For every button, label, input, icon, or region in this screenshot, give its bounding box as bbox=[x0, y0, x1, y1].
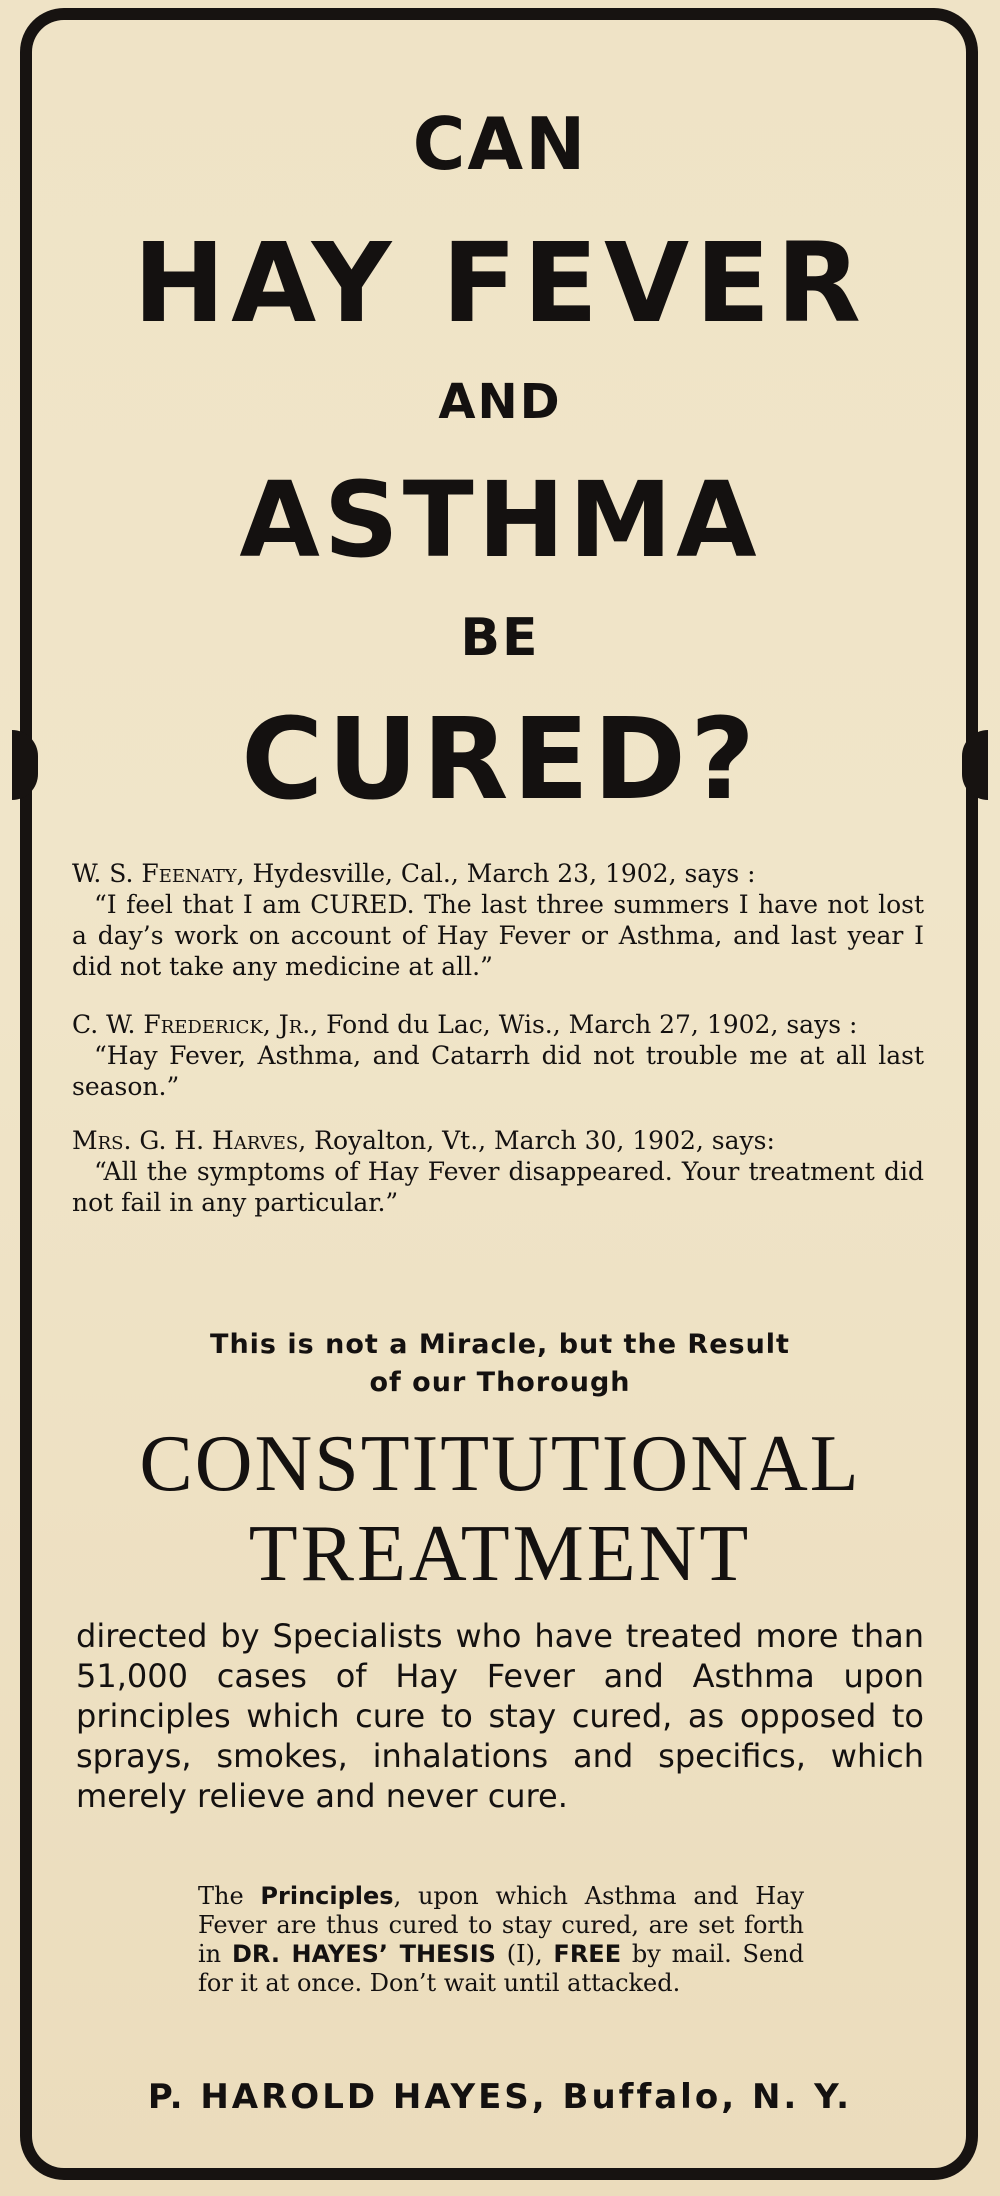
testimonial-quote: “All the symptoms of Hay Fever disappeared. Your treatment did not fail in any particular.” bbox=[72, 1157, 924, 1217]
testimonial-header bbox=[72, 1009, 924, 1040]
testimonial-quote: “I feel that I am CURED. The last three summers I have not lost a day’s work on account of Hay Fever or Asthma, and last year I did not take any medicine at all.” bbox=[72, 890, 924, 981]
treatment-heading: TREATMENT bbox=[248, 1510, 752, 1598]
testimonial-name: Mrs. G. H. Harves bbox=[72, 1126, 299, 1155]
testimonial-place-date: , Hydesville, Cal., March 23, 1902, says : bbox=[236, 859, 756, 888]
headline-cured: CURED? bbox=[241, 695, 759, 825]
constitutional-heading: CONSTITUTIONAL bbox=[139, 1420, 861, 1508]
headline-hay-fever: HAY FEVER bbox=[133, 219, 867, 347]
headline-be: BE bbox=[460, 608, 540, 668]
thesis-the: The bbox=[198, 1882, 261, 1910]
testimonial bbox=[72, 858, 924, 982]
miracle-statement bbox=[0, 1326, 1000, 1402]
testimonial-header bbox=[72, 858, 924, 889]
testimonial-place-date: , Fond du Lac, Wis., March 27, 1902, says : bbox=[310, 1010, 858, 1039]
advertiser-signature: P. HAROLD HAYES, Buffalo, N. Y. bbox=[147, 2077, 853, 2117]
testimonial-header bbox=[72, 1125, 924, 1156]
thesis-mid: , upon which Asthma and Hay Fever are thus cured to stay cured, are set forth in bbox=[198, 1882, 804, 1968]
headline-and: AND bbox=[438, 374, 562, 430]
testimonial bbox=[72, 1009, 924, 1102]
thesis-offer bbox=[198, 1882, 804, 1998]
thesis-principles: Principles bbox=[260, 1882, 394, 1910]
miracle-line-2: of our Thorough bbox=[369, 1367, 631, 1398]
testimonial-quote: “Hay Fever, Asthma, and Catarrh did not trouble me at all last season.” bbox=[72, 1041, 924, 1101]
treatment-description: directed by Specialists who have treated more than 51,000 cases of Hay Fever and Asthma upon principles which cure to stay cured, as opposed to sprays, smokes, inhalations and specifics, which merely relieve and never cure. bbox=[76, 1617, 924, 1815]
thesis-free: FREE bbox=[553, 1940, 622, 1968]
testimonial-place-date: , Royalton, Vt., March 30, 1902, says: bbox=[298, 1126, 775, 1155]
testimonial bbox=[72, 1125, 924, 1218]
miracle-line-1: This is not a Miracle, but the Result bbox=[210, 1329, 790, 1360]
headline-asthma: ASTHMA bbox=[239, 459, 761, 581]
thesis-end: by mail. Send for it at once. Don’t wait until attacked. bbox=[198, 1940, 804, 1997]
headline-can: CAN bbox=[412, 102, 588, 186]
thesis-num: (I), bbox=[495, 1940, 554, 1968]
thesis-dr-hayes: DR. HAYES’ THESIS bbox=[231, 1940, 496, 1968]
testimonial-name: C. W. Frederick, Jr. bbox=[72, 1010, 311, 1039]
testimonial-name: W. S. Feenaty bbox=[72, 859, 237, 888]
